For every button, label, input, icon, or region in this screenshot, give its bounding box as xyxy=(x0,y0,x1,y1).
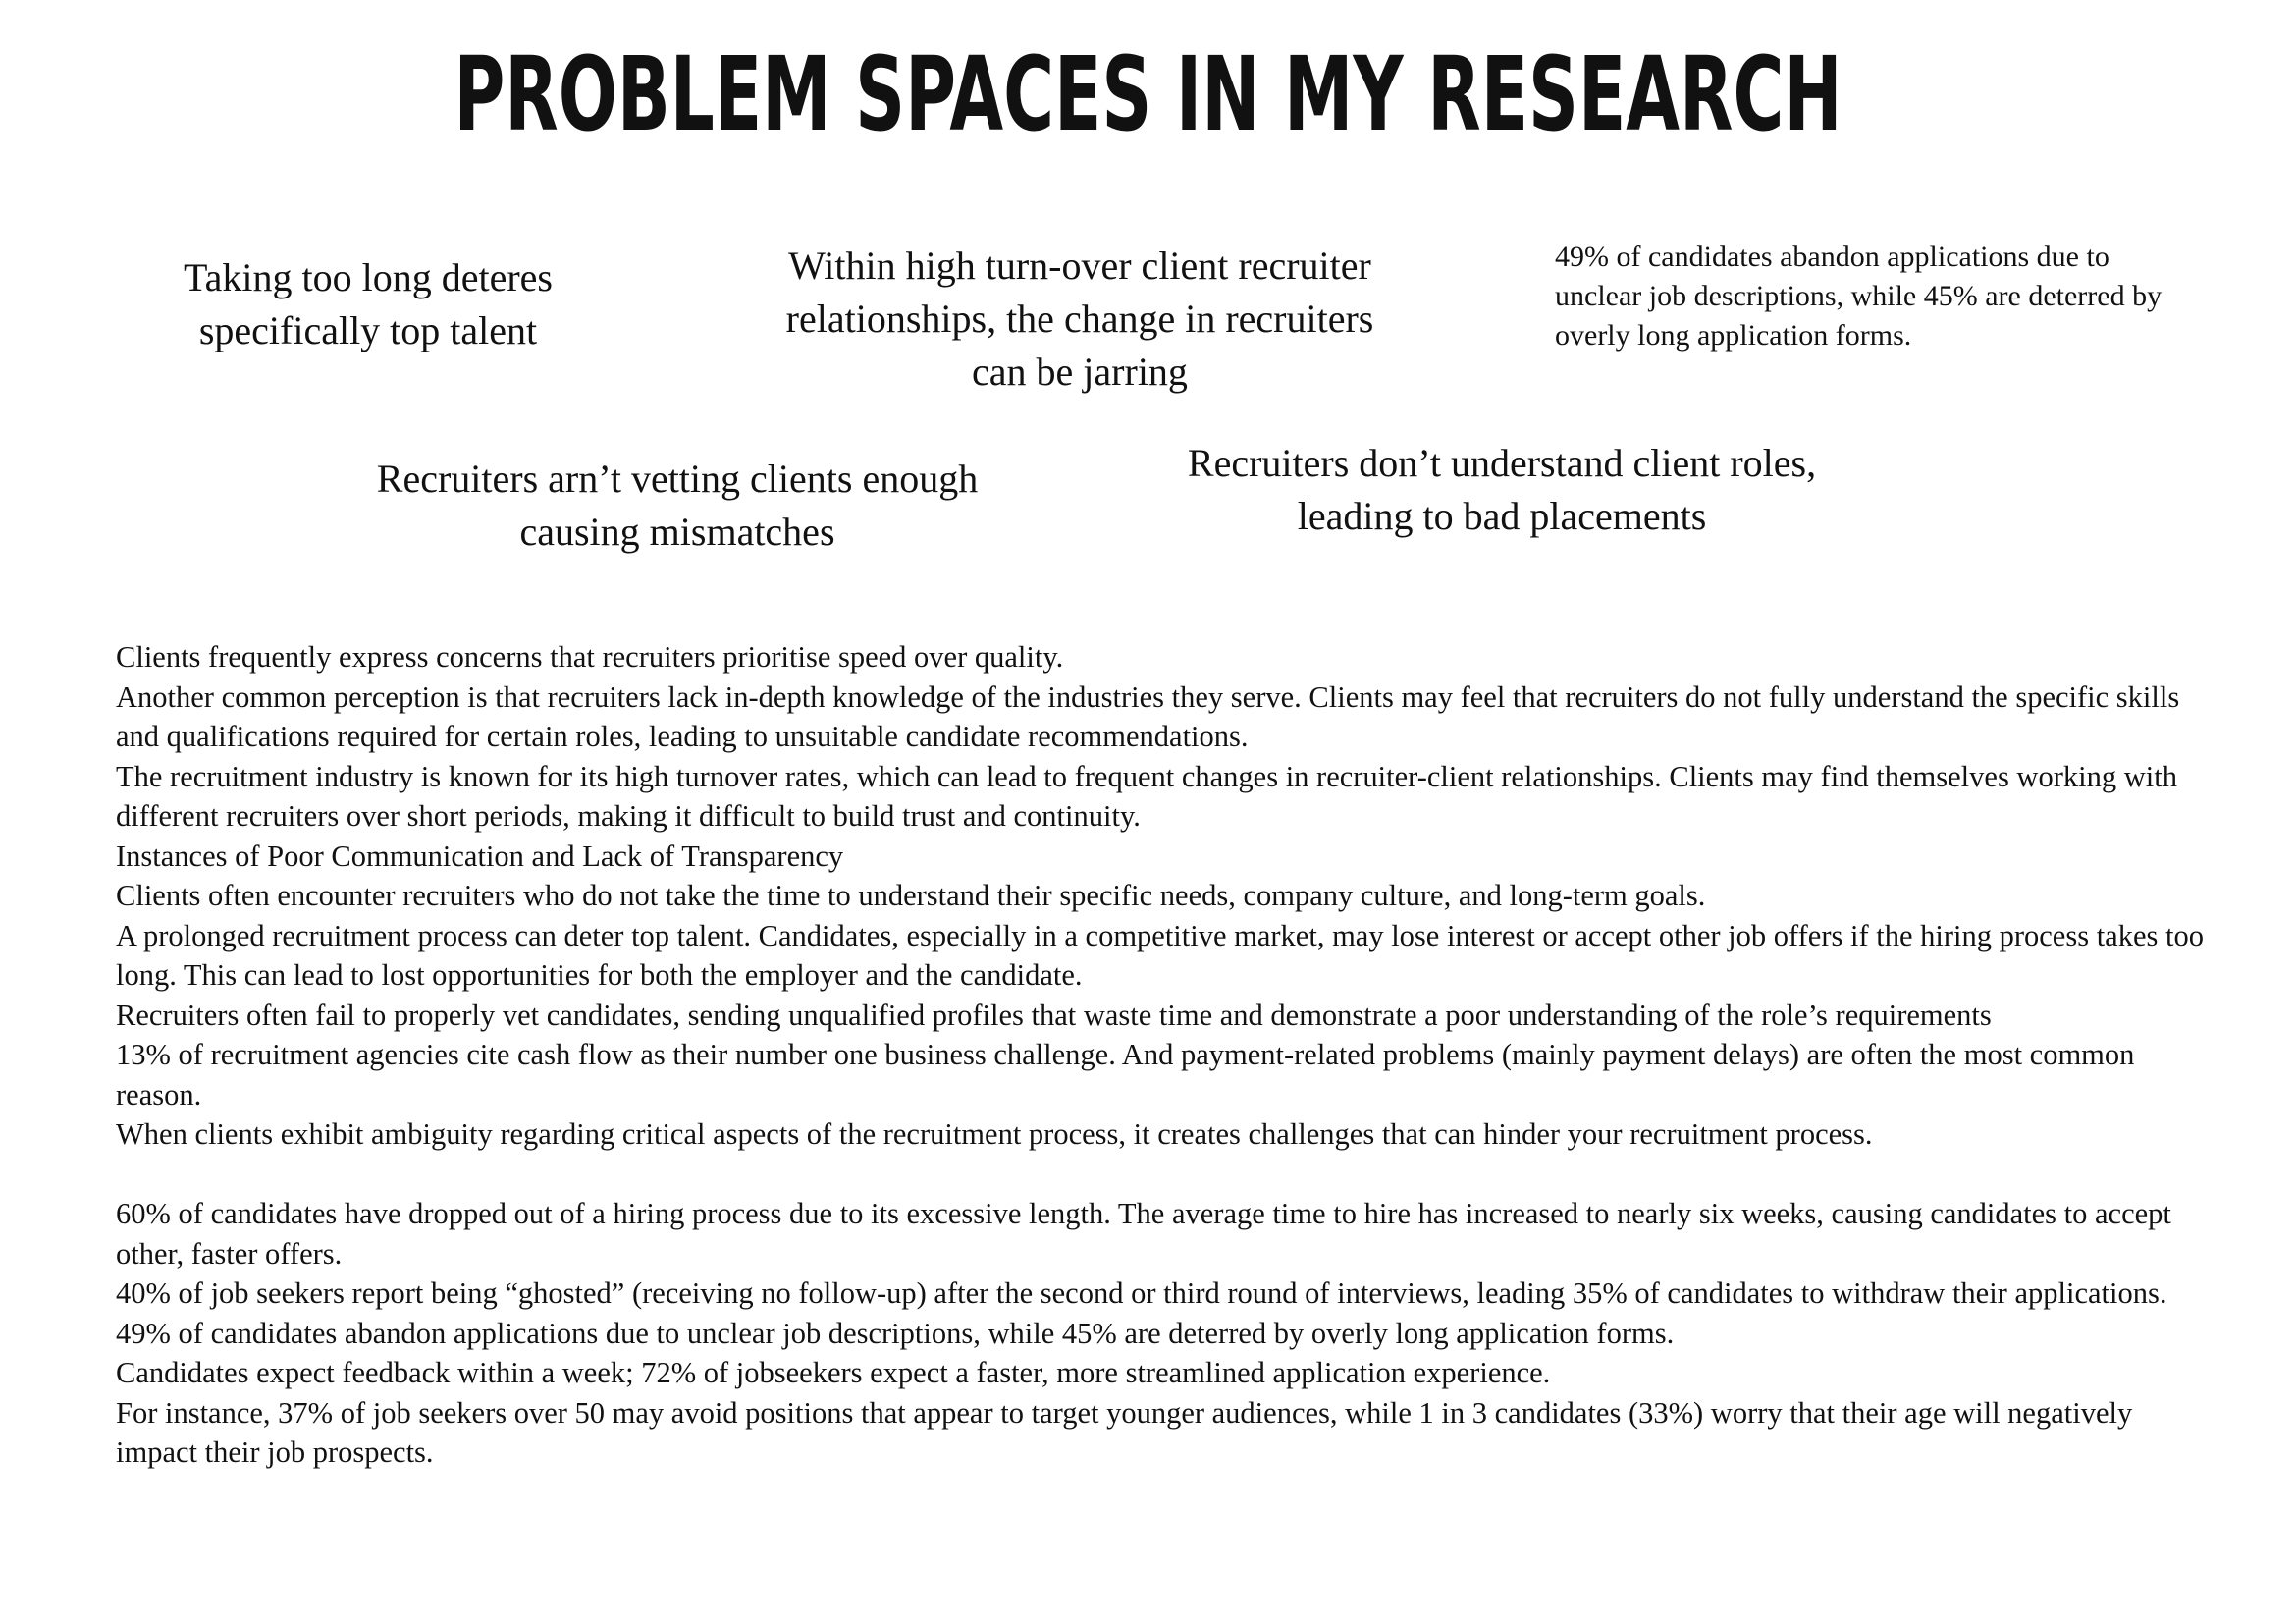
paragraph: Clients often encounter recruiters who do not take the time to understand their specific needs, company culture, and long-term goals. xyxy=(116,879,1706,912)
callout-vetting-clients: Recruiters arn’t vetting clients enough causing mismatches xyxy=(376,457,979,554)
research-notes xyxy=(116,637,2207,1473)
paragraph: 13% of recruitment agencies cite cash flow as their number one business challenge. And payment-related problems (mainly payment delays) are often the most common reason. xyxy=(116,1038,2135,1111)
page-title: PROBLEM SPACES IN MY RESEARCH xyxy=(454,34,1842,154)
paragraph: Recruiters often fail to properly vet candidates, sending unqualified profiles that waste time and demonstrate a poor understanding of the role’s requirements xyxy=(116,998,1992,1032)
paragraph: Another common perception is that recruiters lack in-depth knowledge of the industries they serve. Clients may feel that recruiters do not fully understand the specific skills and qualifications required for certain roles, leading to unsuitable candidate recommendations. xyxy=(116,679,2180,753)
paragraph: 60% of candidates have dropped out of a hiring process due to its excessive length. The average time to hire has increased to nearly six weeks, causing candidates to accept other, faster offers. xyxy=(116,1197,2171,1271)
paragraph: A prolonged recruitment process can deter top talent. Candidates, especially in a competitive market, may lose interest or accept other job offers if the hiring process takes too long. This can lead to lost opportunities for both the employer and the candidate. xyxy=(116,918,2204,992)
paragraph: When clients exhibit ambiguity regarding critical aspects of the recruitment process, it creates challenges that can hinder your recruitment process. xyxy=(116,1117,1873,1151)
paragraph: Clients frequently express concerns that recruiters prioritise speed over quality. xyxy=(116,640,1064,674)
paragraph: 49% of candidates abandon applications due to unclear job descriptions, while 45% are deterred by overly long application forms. xyxy=(116,1316,1675,1350)
paragraph: The recruitment industry is known for its high turnover rates, which can lead to frequent changes in recruiter-client relationships. Clients may find themselves working with different recruiters over short periods, making it difficult to build trust and continuity. xyxy=(116,759,2177,833)
callout-client-roles: Recruiters don’t understand client roles, leading to bad placements xyxy=(1187,441,1817,538)
paragraph-spacer xyxy=(116,1155,2207,1195)
paragraph: Instances of Poor Communication and Lack of Transparency xyxy=(116,839,844,873)
callout-top-talent: Taking too long deteres specifically top talent xyxy=(184,255,553,352)
callout-application-abandon: 49% of candidates abandon applications due to unclear job descriptions, while 45% are deterred by overly long application forms. xyxy=(1555,241,2163,352)
paragraph: Candidates expect feedback within a week; 72% of jobseekers expect a faster, more streamlined application experience. xyxy=(116,1356,1551,1389)
paragraph: For instance, 37% of job seekers over 50 may avoid positions that appear to target younger audiences, while 1 in 3 candidates (33%) worry that their age will negatively impact their job prospects. xyxy=(116,1395,2133,1469)
paragraph: 40% of job seekers report being “ghosted” (receiving no follow-up) after the second or third round of interviews, leading 35% of candidates to withdraw their applications. xyxy=(116,1276,2167,1310)
callout-recruiter-turnover: Within high turn-over client recruiter relationships, the change in recruiters can be jarring xyxy=(785,244,1374,394)
